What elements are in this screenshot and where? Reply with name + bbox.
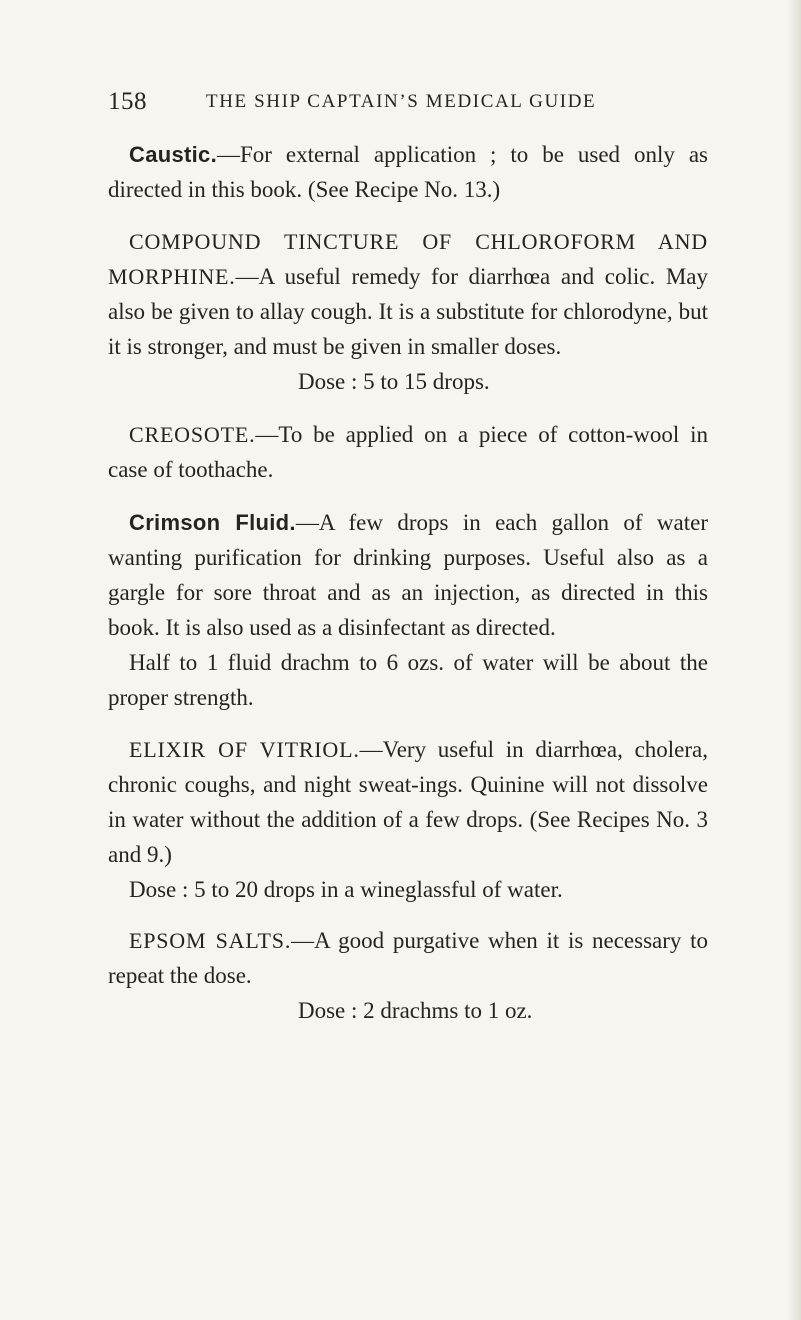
entry-paragraph [108,224,708,364]
entry-elixir-of-vitriol [108,732,708,907]
dose-line: Dose : 5 to 20 drops in a wineglassful of water. [129,877,563,902]
entry-paragraph [108,732,708,872]
entry-text: —A few drops in each gallon of water wanting purification for drinking purposes. Useful also as a gargle for sore throat and as an injection, as directed in this book. It is also used as a disinfectant as directed. [108,510,708,640]
entry-epsom-salts [108,923,708,1028]
entry-text: —A useful remedy for diarrhœa and colic. May also be given to allay cough. It is a substitute for chlorodyne, but it is stronger, and must be given in smaller doses. [108,264,708,359]
running-head [108,88,708,118]
dose-line: Dose : 5 to 15 drops. [298,369,490,394]
running-title: THE SHIP CAPTAIN’S MEDICAL GUIDE [206,91,597,112]
entry-text: —To be applied on a piece of cotton-wool in case of toothache. [108,422,708,482]
entry-term: CREOSOTE. [129,422,256,447]
page-body [108,137,708,1028]
entry-term: COMPOUND TINCTURE OF CHLOROFORM AND MORPHINE. [108,229,708,289]
entry-term: ELIXIR OF VITRIOL. [129,737,360,762]
entry-term: Crimson Fluid. [129,510,296,535]
entry-paragraph [108,137,708,207]
entry-compound-tincture [108,224,708,399]
strength-note: Half to 1 fluid drachm to 6 ozs. of water will be about the proper strength. [108,650,708,710]
entry-paragraph [108,417,708,487]
page-number: 158 [108,88,147,115]
entry-text: —Very useful in diarrhœa, cholera, chronic coughs, and night sweat-ings. Quinine will not dissolve in water without the addition of a few drops. (See Recipes No. 3 and 9.) [108,737,708,867]
page-edge-shadow [787,0,801,1320]
entry-crimson-fluid [108,505,708,715]
entry-term: EPSOM SALTS. [129,928,292,953]
entry-text: —A good purgative when it is necessary to repeat the dose. [108,928,708,988]
entry-text: —For external application ; to be used only as directed in this book. (See Recipe No. 13.) [108,142,708,202]
entry-term: Caustic. [129,142,217,167]
entry-paragraph [108,923,708,993]
dose-line: Dose : 2 drachms to 1 oz. [298,998,533,1023]
entry-caustic [108,137,708,207]
entry-paragraph [108,505,708,645]
entry-creosote [108,417,708,487]
